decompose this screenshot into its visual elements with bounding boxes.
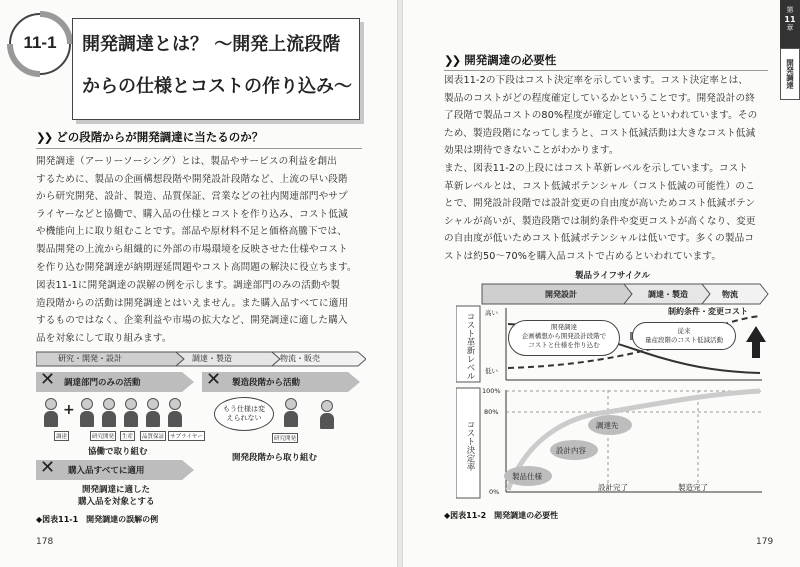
chapter-number: 11 — [784, 15, 796, 24]
text-line: や機能向上に取り組むことです。部品や原材料不足と価格高騰下では、 — [36, 226, 348, 238]
figure-caption-right: ◆図表11-2 開発調達の必要性 — [444, 511, 559, 520]
chapter-tab-label: 開発調達 — [780, 48, 800, 100]
dev-procurement-label — [508, 320, 620, 356]
stage-1: 開発設計 — [545, 290, 577, 299]
chevron-icon: ❯❯ — [444, 53, 460, 67]
person-icon — [44, 398, 58, 427]
lower-ylabel: コスト決定率 — [465, 420, 475, 471]
text-line: 効果は期待できないことがわかります。 — [444, 145, 619, 157]
tag-procurement: 調達 — [54, 431, 69, 441]
text-line: するために、製品の企画構想段階や開発設計段階など、上流の早い段階 — [36, 173, 348, 185]
cross-icon: ✕ — [40, 457, 56, 478]
left-para-1 — [36, 153, 366, 276]
text-line: を作り込む開発調達が納期遅延問題やコスト高問題の解決に役立ちます。 — [36, 261, 357, 273]
chapter-tab — [780, 0, 800, 48]
pct-0: 0% — [489, 488, 500, 496]
person-icon — [102, 398, 116, 427]
right-subheading — [444, 52, 556, 68]
dev-label-3: コストと仕様を作り込む — [528, 341, 600, 349]
text-line: 図表11-1に開発調達の誤解の例を示します。調達部門のみの活動や製 — [36, 280, 341, 291]
chapter-prefix: 第 — [786, 6, 794, 14]
dev-label-1: 開発調達 — [551, 323, 577, 331]
text-line: 革新レベルとは、コスト低減ポテンシャル（コスト低減の可能性）のこ — [444, 180, 755, 192]
constraint-label: 制約条件・変更コスト — [668, 307, 748, 316]
text-line: 製品開発の上流から組織的に外部の市場環境を反映させた仕様やコスト — [36, 243, 348, 255]
text-line: 開発調達（アーリーソーシング）とは、製品やサービスの利益を創出 — [36, 156, 338, 167]
box3-caption-1: 開発調達に適した — [82, 485, 151, 495]
cross-icon: ✕ — [40, 369, 56, 390]
left-para-2 — [36, 277, 366, 347]
pct-80: 80% — [484, 408, 499, 416]
box3-caption-2: 購入品を対象とする — [78, 497, 155, 507]
left-subheading-text: どの段階からが開発調達に当たるのか？ — [56, 130, 264, 144]
section-number: 11-1 — [23, 33, 57, 52]
subheading-rule — [36, 148, 362, 149]
dev-label-2: 企画構想から開発設計段階で — [521, 332, 607, 340]
conventional-label — [632, 322, 736, 350]
text-line: ため、製造段階になってしまうと、コスト低減活動は大きなコスト低減 — [444, 127, 756, 139]
page-number-left: 178 — [36, 537, 54, 547]
upper-ylabel: コスト革新レベル — [465, 312, 475, 380]
mfg-done: 製造完了 — [678, 483, 708, 492]
phase-3: 物流・販売 — [280, 354, 320, 363]
subheading-rule — [444, 70, 768, 71]
step-2: 設計内容 — [556, 446, 586, 455]
chapter-suffix: 章 — [786, 24, 794, 32]
figure-caption-left: ◆図表11-1 開発調達の誤解の例 — [36, 515, 159, 524]
left-subheading — [36, 129, 263, 145]
label-high: 高い — [485, 309, 498, 317]
cross-icon: ✕ — [206, 369, 222, 390]
tag-rnd: 研究開発 — [272, 433, 298, 443]
tag-production: 生産 — [120, 431, 135, 441]
chevron-icon: ❯❯ — [36, 130, 52, 144]
title-line-2: からの仕様とコストの作り込み～ — [82, 76, 352, 97]
right-para-2 — [444, 160, 774, 266]
person-icon — [168, 398, 182, 427]
phase-2: 調達・製造 — [192, 354, 232, 363]
text-line: 品を対象にして取り組みます。 — [36, 332, 172, 344]
text-line: とで、開発設計段階では設計変更の自由度が高いためコスト低減ポテン — [444, 198, 756, 210]
text-line: ストは約50～70%を購入品コストで占めるといわれています。 — [444, 250, 722, 262]
box1-title: 調達部門のみの活動 — [64, 378, 141, 388]
text-line: から研究開発、設計、製造、品質保証、営業などの社内関連部門やサプ — [36, 191, 348, 203]
tag-qa: 品質保証 — [140, 431, 166, 441]
person-icon — [124, 398, 138, 427]
step-3: 調達先 — [596, 421, 619, 430]
box2-caption: 開発段階から取り組む — [232, 453, 318, 463]
conv-label-1: 従来 — [677, 327, 691, 335]
box2-title: 製造段階から活動 — [232, 378, 301, 388]
phase-1: 研究・開発・設計 — [58, 354, 122, 363]
right-para-1 — [444, 72, 774, 160]
title-line-1: 開発調達とは？ ～開発上流段階 — [82, 34, 341, 55]
text-line: また、図表11-2の上段にはコスト革新レベルを示しています。コスト — [444, 163, 749, 174]
right-subheading-text: 開発調達の必要性 — [464, 53, 557, 67]
pct-100: 100% — [482, 387, 501, 395]
design-done: 設計完了 — [598, 483, 628, 492]
person-icon — [320, 400, 334, 429]
plus-icon: + — [63, 402, 75, 418]
label-low: 低い — [485, 367, 498, 375]
text-line: 造段階からの活動は開発調達とはいえません。また購入品すべてに適用 — [36, 297, 349, 309]
tag-supplier: サプライヤー — [168, 431, 205, 441]
stage-2: 調達・製造 — [648, 290, 688, 299]
box3-title: 購入品すべてに適用 — [68, 466, 145, 476]
conv-label-2: 量産段階のコスト低減活動 — [645, 336, 723, 344]
step-1: 製品仕様 — [512, 472, 542, 481]
stage-3: 物流 — [722, 290, 738, 299]
person-icon — [80, 398, 94, 427]
tag-rnd: 研究開発 — [90, 431, 116, 441]
speech-bubble: もう仕様は変えられない — [214, 397, 274, 431]
text-line: の自由度が低いためコスト低減ポテンシャルは低いです。多くの製品コ — [444, 233, 755, 245]
text-line: ライヤーなどと協働で、購入品の仕様とコストを作り込み、コスト低減 — [36, 208, 348, 220]
text-line: 製品のコストがどの程度確定しているかということです。開発設計の終 — [444, 92, 756, 104]
person-icon — [146, 398, 160, 427]
box1-caption: 協働で取り組む — [88, 447, 148, 457]
text-line: 了段階で製品コストの80%程度が確定しているといわれています。その — [444, 110, 758, 122]
page-number-right: 179 — [756, 537, 774, 547]
chart-title: 製品ライフサイクル — [575, 271, 650, 281]
text-line: 図表11-2の下段はコスト決定率を示しています。コスト決定率とは、 — [444, 75, 749, 86]
person-icon — [284, 398, 298, 427]
text-line: シャルが高いが、製造段階では制約条件や変更コストが高くなり、変更 — [444, 215, 756, 227]
text-line: するものではなく、企業利益や市場の拡大など、開発調達に適した購入 — [36, 315, 348, 327]
